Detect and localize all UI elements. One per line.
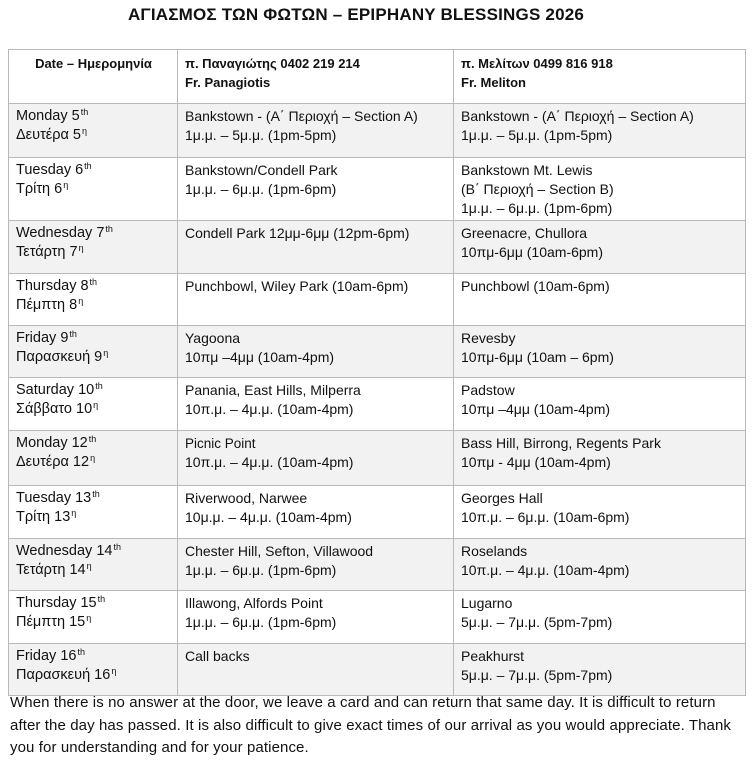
date-greek-text: Παρασκευή 16: [16, 667, 111, 683]
date-greek-suffix: η: [93, 400, 99, 410]
schedule-row: [9, 158, 746, 221]
priest1-cell: [178, 158, 454, 221]
date-greek-suffix: η: [71, 508, 77, 518]
date-greek: [16, 666, 171, 685]
location-line: 10πμ –4μμ (10am-4pm): [461, 401, 611, 417]
date-english-text: Thursday 8: [16, 278, 89, 294]
date-cell: [9, 104, 178, 158]
date-greek: [16, 400, 171, 419]
date-english-suffix: th: [80, 107, 89, 117]
location-line: Georges Hall: [461, 490, 543, 506]
date-english-text: Wednesday 14: [16, 543, 113, 559]
priest1-cell: [178, 326, 454, 378]
date-english-text: Tuesday 6: [16, 162, 84, 178]
location-line: Bankstown Mt. Lewis: [461, 162, 593, 178]
date-greek: [16, 348, 171, 367]
date-greek: [16, 180, 171, 199]
date-cell: [9, 486, 178, 539]
priest2-header: [454, 50, 746, 104]
date-english: [16, 381, 171, 400]
location-line: 10πμ-6μμ (10am-6pm): [461, 244, 604, 260]
location-line: Bankstown - (Α΄ Περιοχή – Section A): [185, 108, 418, 124]
schedule-row: [9, 378, 746, 431]
priest2-cell: [454, 221, 746, 274]
location-line: Condell Park 12μμ-6μμ (12pm-6pm): [185, 225, 410, 241]
location-line: (Β΄ Περιοχή – Section B): [461, 181, 614, 197]
date-greek-suffix: η: [111, 666, 117, 676]
priest2-cell: [454, 539, 746, 591]
location-line: Illawong, Alfords Point: [185, 595, 323, 611]
date-greek: [16, 613, 171, 632]
location-line: 10πμ - 4μμ (10am-4pm): [461, 454, 611, 470]
date-greek: [16, 561, 171, 580]
priest1-name-english: Fr. Panagiotis: [185, 75, 271, 90]
date-greek-suffix: η: [78, 243, 84, 253]
date-greek-suffix: η: [82, 126, 88, 136]
date-greek: [16, 508, 171, 527]
priest1-name-greek: π. Παναγιώτης 0402 219 214: [185, 56, 360, 71]
location-line: 1μ.μ. – 6μ.μ. (1pm-6pm): [185, 562, 337, 578]
date-greek-suffix: η: [63, 180, 69, 190]
location-line: 5μ.μ. – 7μ.μ. (5pm-7pm): [461, 614, 613, 630]
date-greek-suffix: η: [86, 561, 92, 571]
priest2-name-greek: π. Μελίτων 0499 816 918: [461, 56, 613, 71]
date-english-suffix: th: [92, 489, 100, 499]
date-cell: [9, 326, 178, 378]
date-greek-suffix: η: [86, 613, 92, 623]
priest2-cell: [454, 274, 746, 326]
date-greek-suffix: η: [78, 296, 84, 306]
date-greek-suffix: η: [103, 348, 109, 358]
date-cell: [9, 644, 178, 696]
schedule-row: [9, 539, 746, 591]
date-english-suffix: th: [84, 161, 92, 171]
page-title: ΑΓΙΑΣΜΟΣ ΤΩΝ ΦΩΤΩΝ – EPIPHANY BLESSINGS 2026: [127, 5, 585, 24]
date-cell: [9, 431, 178, 486]
date-english-suffix: th: [77, 647, 85, 657]
date-greek: [16, 243, 171, 262]
date-english-text: Monday 5: [16, 108, 80, 124]
date-english-suffix: th: [69, 329, 77, 339]
location-line: 1μ.μ. – 5μ.μ. (1pm-5pm): [461, 127, 613, 143]
location-line: Peakhurst: [461, 648, 525, 664]
date-cell: [9, 274, 178, 326]
date-greek-text: Δευτέρα 12: [16, 454, 90, 470]
date-english-suffix: th: [97, 594, 106, 604]
location-line: Yagoona: [185, 330, 241, 346]
priest1-cell: [178, 431, 454, 486]
date-english: [16, 434, 171, 453]
date-english-suffix: th: [88, 434, 97, 444]
priest2-cell: [454, 591, 746, 644]
date-english: [16, 224, 171, 243]
priest1-cell: [178, 221, 454, 274]
location-line: Chester Hill, Sefton, Villawood: [185, 543, 374, 559]
priest2-name-english: Fr. Meliton: [461, 75, 526, 90]
date-english-text: Saturday 10: [16, 382, 95, 398]
date-header: [9, 50, 178, 104]
date-english: [16, 489, 171, 508]
date-greek: [16, 296, 171, 315]
date-cell: [9, 591, 178, 644]
schedule-row: [9, 431, 746, 486]
location-line: 1μ.μ. – 6μ.μ. (1pm-6pm): [185, 614, 337, 630]
date-greek-text: Τρίτη 13: [16, 509, 71, 525]
priest2-cell: [454, 431, 746, 486]
location-line: 10π.μ. – 4μ.μ. (10am-4pm): [185, 401, 354, 417]
priest2-cell: [454, 486, 746, 539]
location-line: Panania, East Hills, Milperra: [185, 382, 361, 398]
location-line: Punchbowl, Wiley Park (10am-6pm): [185, 278, 409, 294]
date-greek-text: Πέμπτη 15: [16, 614, 86, 630]
date-greek-text: Πέμπτη 8: [16, 297, 78, 313]
date-cell: [9, 378, 178, 431]
priest1-cell: [178, 274, 454, 326]
date-english-text: Wednesday 7: [16, 225, 105, 241]
schedule-row: [9, 104, 746, 158]
priest1-header: [178, 50, 454, 104]
schedule-row: [9, 274, 746, 326]
location-line: Greenacre, Chullora: [461, 225, 588, 241]
location-line: 10π.μ. – 4μ.μ. (10am-4pm): [185, 454, 354, 470]
date-english: [16, 329, 171, 348]
date-greek: [16, 453, 171, 472]
location-line: 1μ.μ. – 6μ.μ. (1pm-6pm): [185, 181, 337, 197]
date-english-suffix: th: [113, 542, 121, 552]
date-greek-text: Σάββατο 10: [16, 401, 93, 417]
location-line: Bankstown/Condell Park: [185, 162, 338, 178]
date-greek-text: Τετάρτη 14: [16, 562, 86, 578]
location-line: 10π.μ. – 6μ.μ. (10am-6pm): [461, 509, 630, 525]
date-greek-text: Παρασκευή 9: [16, 349, 103, 365]
date-greek-text: Τρίτη 6: [16, 181, 63, 197]
location-line: Lugarno: [461, 595, 513, 611]
location-line: Bass Hill, Birrong, Regents Park: [461, 435, 661, 451]
location-line: Roselands: [461, 543, 528, 559]
priest1-cell: [178, 591, 454, 644]
date-english: [16, 277, 171, 296]
priest1-cell: [178, 644, 454, 696]
date-english-text: Friday 9: [16, 330, 69, 346]
location-line: 10μ.μ. – 4μ.μ. (10am-4pm): [185, 509, 352, 525]
schedule-row: [9, 221, 746, 274]
date-greek-text: Δευτέρα 5: [16, 127, 81, 143]
location-line: Punchbowl (10am-6pm): [461, 278, 610, 294]
priest2-cell: [454, 158, 746, 221]
priest1-cell: [178, 486, 454, 539]
location-line: 10πμ –4μμ (10am-4pm): [185, 349, 335, 365]
date-english: [16, 107, 171, 126]
location-line: 1μ.μ. – 5μ.μ. (1pm-5pm): [185, 127, 337, 143]
schedule-row: [9, 486, 746, 539]
date-english: [16, 594, 171, 613]
schedule-table: [8, 49, 746, 696]
location-line: Riverwood, Narwee: [185, 490, 308, 506]
date-greek-text: Τετάρτη 7: [16, 244, 78, 260]
schedule-row: [9, 644, 746, 696]
location-line: Bankstown - (Α΄ Περιοχή – Section A): [461, 108, 694, 124]
date-greek-suffix: η: [90, 453, 96, 463]
date-english: [16, 161, 171, 180]
schedule-row: [9, 326, 746, 378]
date-header-label: Date – Ημερομηνία: [35, 56, 152, 71]
priest2-cell: [454, 326, 746, 378]
date-cell: [9, 221, 178, 274]
date-cell: [9, 158, 178, 221]
location-line: 1μ.μ. – 6μ.μ. (1pm-6pm): [461, 200, 613, 216]
location-line: Padstow: [461, 382, 515, 398]
priest1-cell: [178, 378, 454, 431]
date-english: [16, 647, 171, 666]
location-line: Call backs: [185, 648, 250, 664]
schedule-row: [9, 591, 746, 644]
date-english-text: Monday 12: [16, 435, 88, 451]
priest2-cell: [454, 378, 746, 431]
date-english-suffix: th: [105, 224, 113, 234]
date-english: [16, 542, 171, 561]
location-line: Picnic Point: [185, 436, 256, 451]
priest2-cell: [454, 644, 746, 696]
priest1-cell: [178, 539, 454, 591]
location-line: 10π.μ. – 4μ.μ. (10am-4pm): [461, 562, 630, 578]
location-line: 10πμ-6μμ (10am – 6pm): [461, 349, 614, 365]
date-english-text: Tuesday 13: [16, 490, 92, 506]
location-line: Revesby: [461, 330, 516, 346]
date-english-text: Thursday 15: [16, 595, 97, 611]
date-greek: [16, 126, 171, 145]
footer-note: When there is no answer at the door, we leave a card and can return that same day. It is difficult to return after the day has passed. It is also difficult to give exact times of our arrival as you would appreciate. Thank you for understanding and for your patience.: [10, 694, 732, 756]
date-english-suffix: th: [89, 277, 98, 287]
priest2-cell: [454, 104, 746, 158]
priest1-cell: [178, 104, 454, 158]
date-english-suffix: th: [95, 381, 103, 391]
date-english-text: Friday 16: [16, 648, 77, 664]
location-line: 5μ.μ. – 7μ.μ. (5pm-7pm): [461, 667, 613, 683]
header-row: [9, 50, 746, 104]
date-cell: [9, 539, 178, 591]
